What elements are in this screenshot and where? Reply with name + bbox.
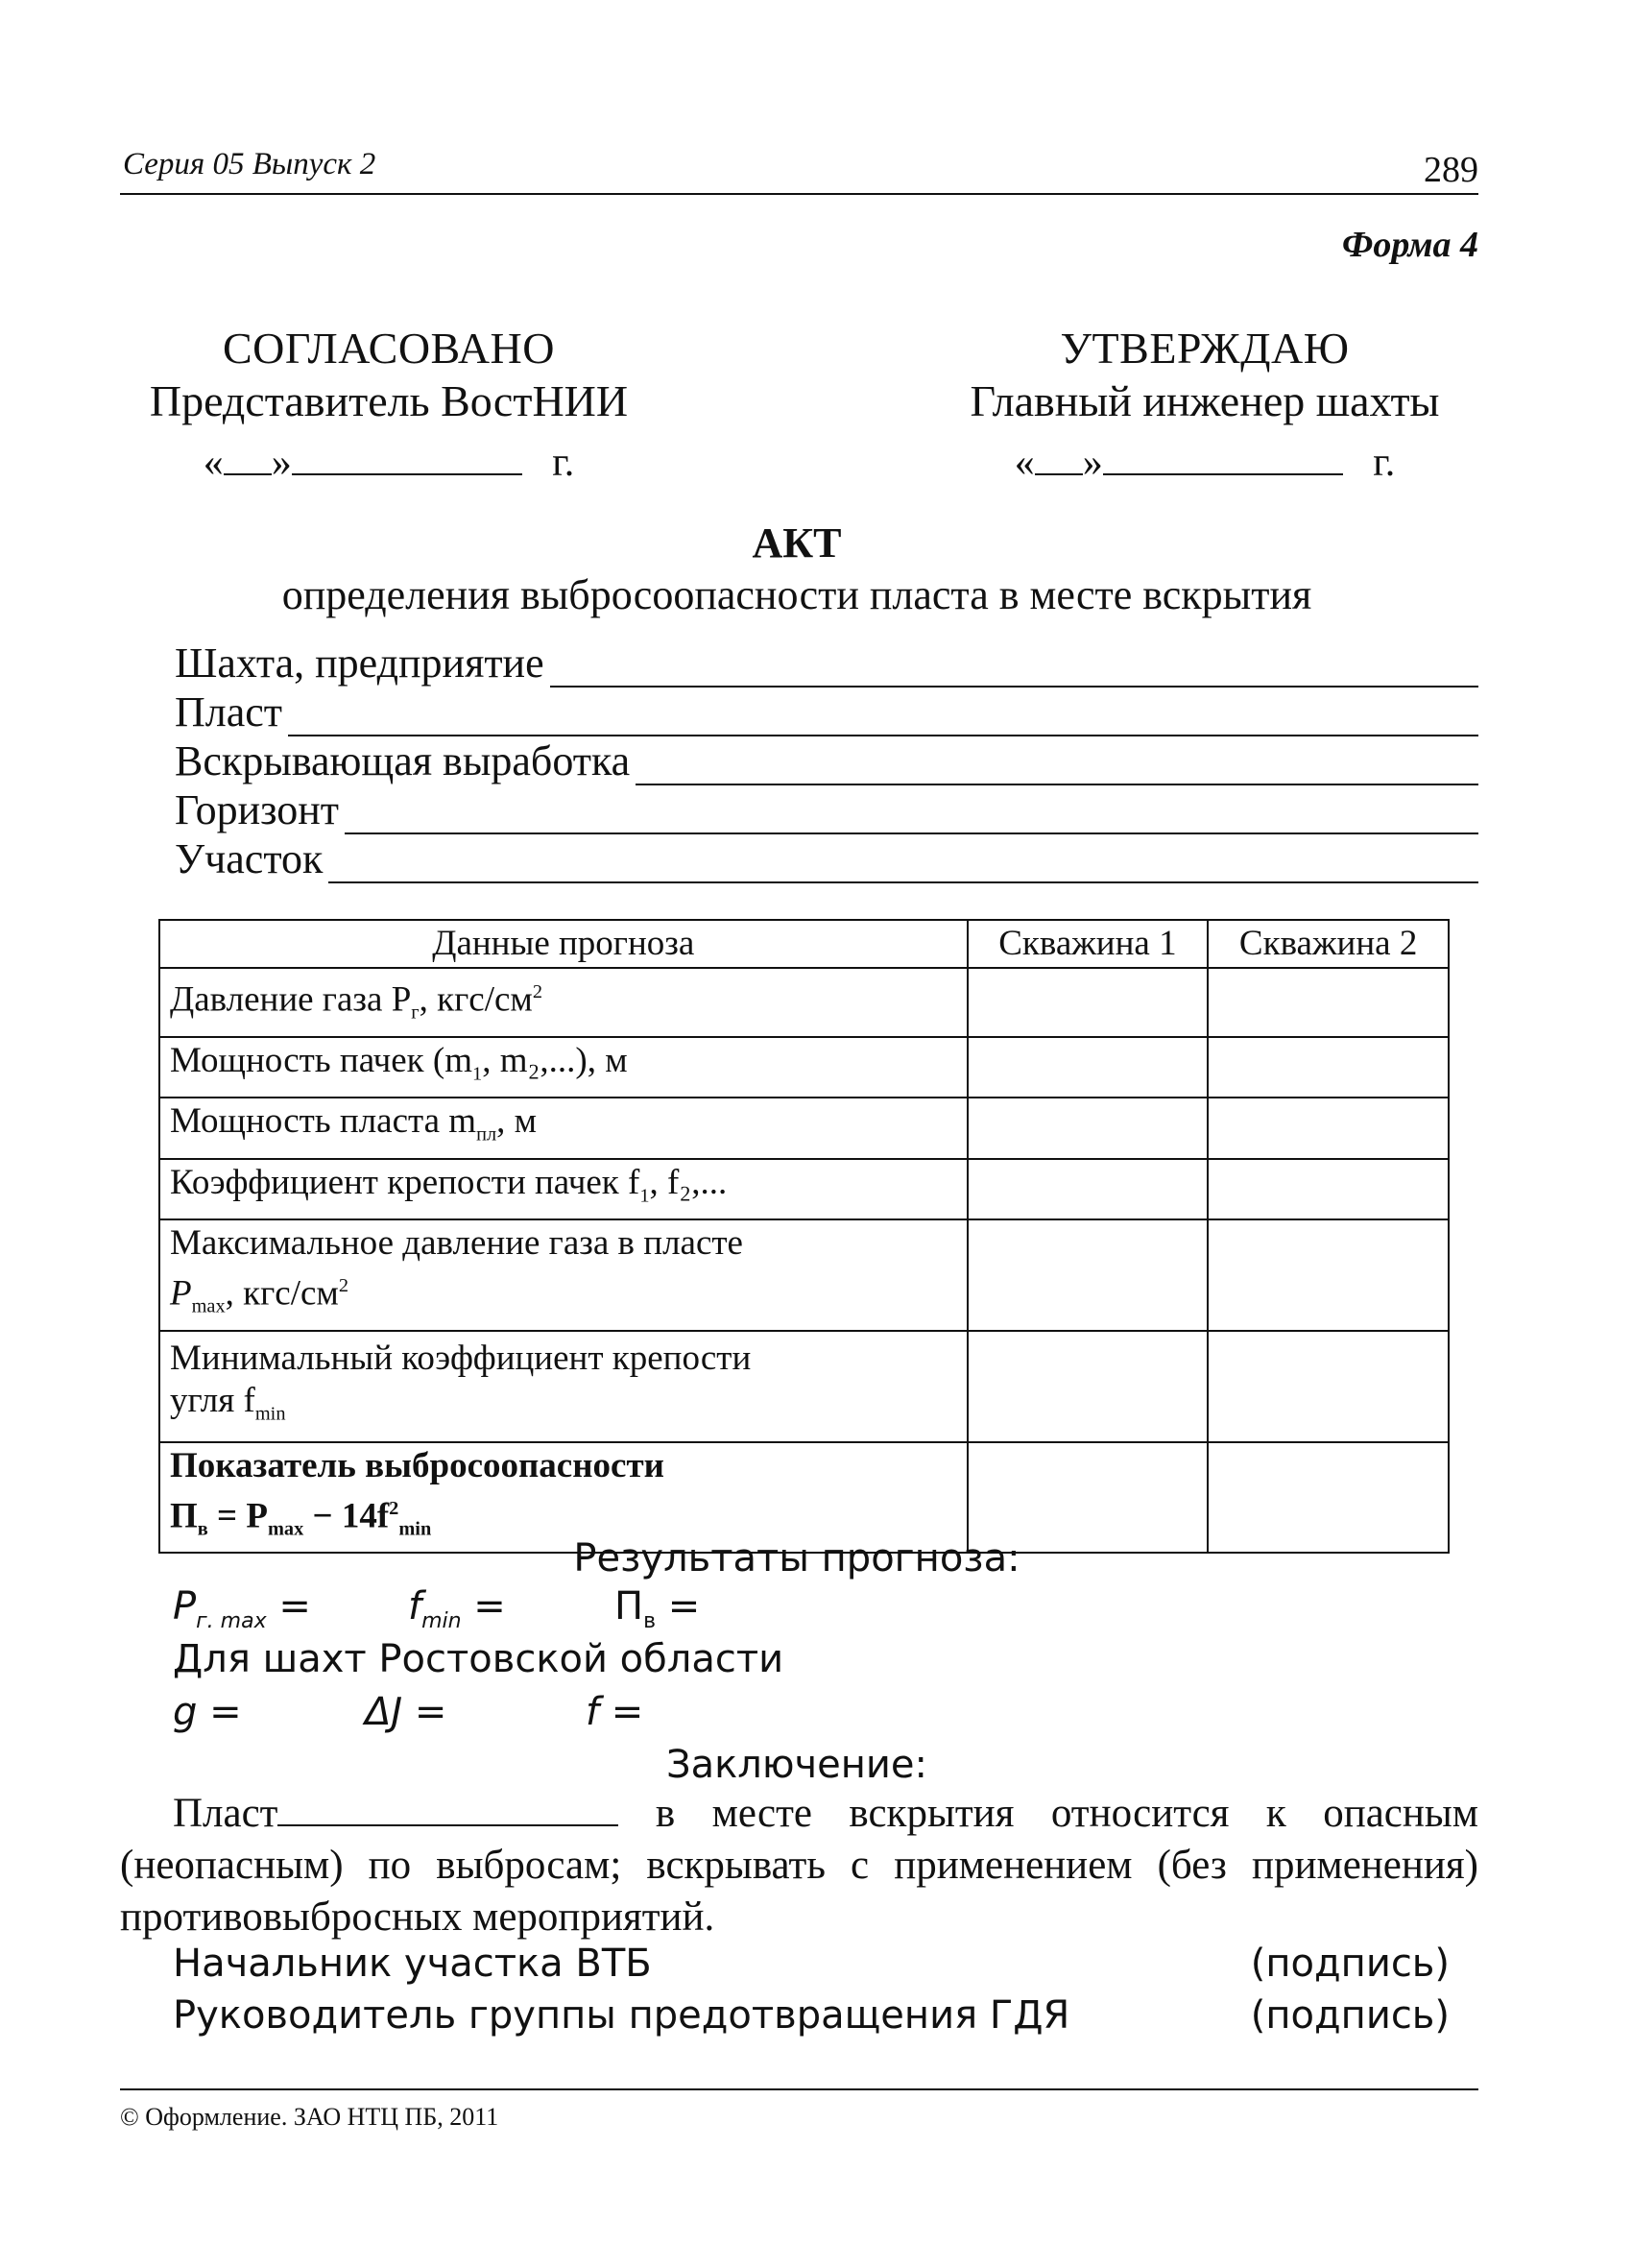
form-label: Форма 4	[1342, 225, 1478, 265]
field-opening-working-input[interactable]	[636, 749, 1478, 785]
act-title: АКТ	[752, 519, 842, 567]
signature-row	[173, 1938, 1450, 1990]
row-bed-thickness-label: Мощность пачек ($m_1$, m₂,...), м	[159, 1037, 968, 1098]
field-section: Участок	[175, 834, 1478, 883]
result-pv: $П_в$ =	[614, 1584, 701, 1633]
signature-block	[173, 1938, 1450, 2041]
signature-placeholder[interactable]: (подпись)	[1250, 1942, 1450, 1986]
forecast-table	[158, 919, 1450, 1554]
cell-seam-thickness-well-1[interactable]	[968, 1098, 1209, 1158]
cell-gas-pressure-well-2[interactable]	[1208, 968, 1449, 1037]
field-mine-input[interactable]	[550, 651, 1478, 688]
signature-placeholder[interactable]: (подпись)	[1250, 1993, 1450, 2038]
cell-seam-thickness-well-2[interactable]	[1208, 1098, 1449, 1158]
cell-strength-coefficient-well-2[interactable]	[1208, 1159, 1449, 1219]
field-seam-input[interactable]	[288, 700, 1478, 736]
cell-min-strength-well-2[interactable]	[1208, 1331, 1449, 1442]
row-min-strength-label: Минимальный коэффициент крепости угля $f_{min}$	[159, 1331, 968, 1442]
result-delta-j: ΔJ =	[365, 1690, 447, 1734]
table-row	[159, 1219, 1449, 1331]
row-max-gas-pressure-label: Максимальное давление газа в пласте $P_{max}$, кгс/$см^2$	[159, 1219, 968, 1331]
agreed-block	[110, 322, 667, 490]
series-label: Серия 05 Выпуск 2	[123, 147, 376, 181]
act-subtitle: определения выбросоопасности пласта в месте вскрытия	[281, 571, 1312, 618]
col-header-forecast-data: Данные прогноза	[159, 920, 968, 968]
approved-date-line: « » г.	[1014, 441, 1396, 485]
table-row	[159, 968, 1449, 1037]
cell-strength-coefficient-well-1[interactable]	[968, 1159, 1209, 1219]
table-row	[159, 1159, 1449, 1219]
approved-role: Главный инженер шахты	[970, 376, 1440, 425]
cell-max-gas-pressure-well-1[interactable]	[968, 1219, 1209, 1331]
footer-copyright: © Оформление. ЗАО НТЦ ПБ, 2011	[120, 2103, 499, 2131]
result-f: f =	[586, 1690, 644, 1734]
table-row	[159, 1037, 1449, 1098]
rostov-note: Для шахт Ростовской области	[173, 1637, 784, 1681]
field-seam: Пласт	[175, 688, 1478, 736]
table-row	[159, 1331, 1449, 1442]
field-horizon-input[interactable]	[345, 798, 1478, 834]
rostov-values	[173, 1690, 845, 1738]
conclusion-title: Заключение:	[665, 1743, 928, 1787]
result-p-max: $P_{г. max}$ =	[173, 1584, 311, 1633]
cell-min-strength-well-1[interactable]	[968, 1331, 1209, 1442]
cell-bed-thickness-well-2[interactable]	[1208, 1037, 1449, 1098]
conclusion-seam-blank[interactable]	[277, 1794, 618, 1826]
agreed-day-blank[interactable]	[224, 445, 272, 475]
signature-row	[173, 1990, 1450, 2041]
header-fields	[175, 639, 1478, 883]
table-row	[159, 1098, 1449, 1158]
approved-block	[926, 322, 1483, 490]
row-outburst-index-label: Показатель выбросоопасности $П_в = P_{max} - 14f^2_{min}$	[159, 1442, 968, 1554]
cell-max-gas-pressure-well-2[interactable]	[1208, 1219, 1449, 1331]
cell-gas-pressure-well-1[interactable]	[968, 968, 1209, 1037]
approved-month-blank[interactable]	[1103, 445, 1343, 475]
results-values	[173, 1584, 941, 1632]
agreed-date-line: « » г.	[203, 441, 575, 485]
col-header-well-1: Скважина 1	[968, 920, 1209, 968]
row-gas-pressure-label: Давление газа $P_г$, кгс/$см^2$	[159, 968, 968, 1037]
col-header-well-2: Скважина 2	[1208, 920, 1449, 968]
footer-rule	[120, 2088, 1478, 2090]
page-number: 289	[1424, 150, 1478, 190]
field-horizon: Горизонт	[175, 785, 1478, 834]
row-strength-coefficient-label: Коэффициент крепости пачек $f_1$, f₂,...	[159, 1159, 968, 1219]
agreed-title: СОГЛАСОВАНО	[222, 324, 555, 373]
table-header-row	[159, 920, 1449, 968]
agreed-month-blank[interactable]	[292, 445, 522, 475]
signature-role: Начальник участка ВТБ	[173, 1942, 652, 1986]
results-title: Результаты прогноза:	[573, 1536, 1020, 1580]
header-rule	[120, 193, 1478, 195]
result-f-min: $f_{min}$ =	[408, 1584, 506, 1633]
signature-role: Руководитель группы предотвращения ГДЯ	[173, 1993, 1070, 2038]
result-g: g =	[173, 1690, 242, 1734]
conclusion-text: Пласт в месте вскрытия относится к опасным (неопасным) по выбросам; вскрывать с применением (без применения) противовыбросных мероприятий.	[120, 1791, 1478, 1940]
approved-title: УТВЕРЖДАЮ	[1060, 324, 1350, 373]
field-section-input[interactable]	[328, 847, 1478, 883]
field-opening-working: Вскрывающая выработка	[175, 736, 1478, 785]
cell-bed-thickness-well-1[interactable]	[968, 1037, 1209, 1098]
approved-day-blank[interactable]	[1035, 445, 1083, 475]
row-seam-thickness-label: Мощность пласта $m_{пл}$, м	[159, 1098, 968, 1158]
agreed-role: Представитель ВостНИИ	[149, 376, 629, 425]
field-mine: Шахта, предприятие	[175, 639, 1478, 688]
